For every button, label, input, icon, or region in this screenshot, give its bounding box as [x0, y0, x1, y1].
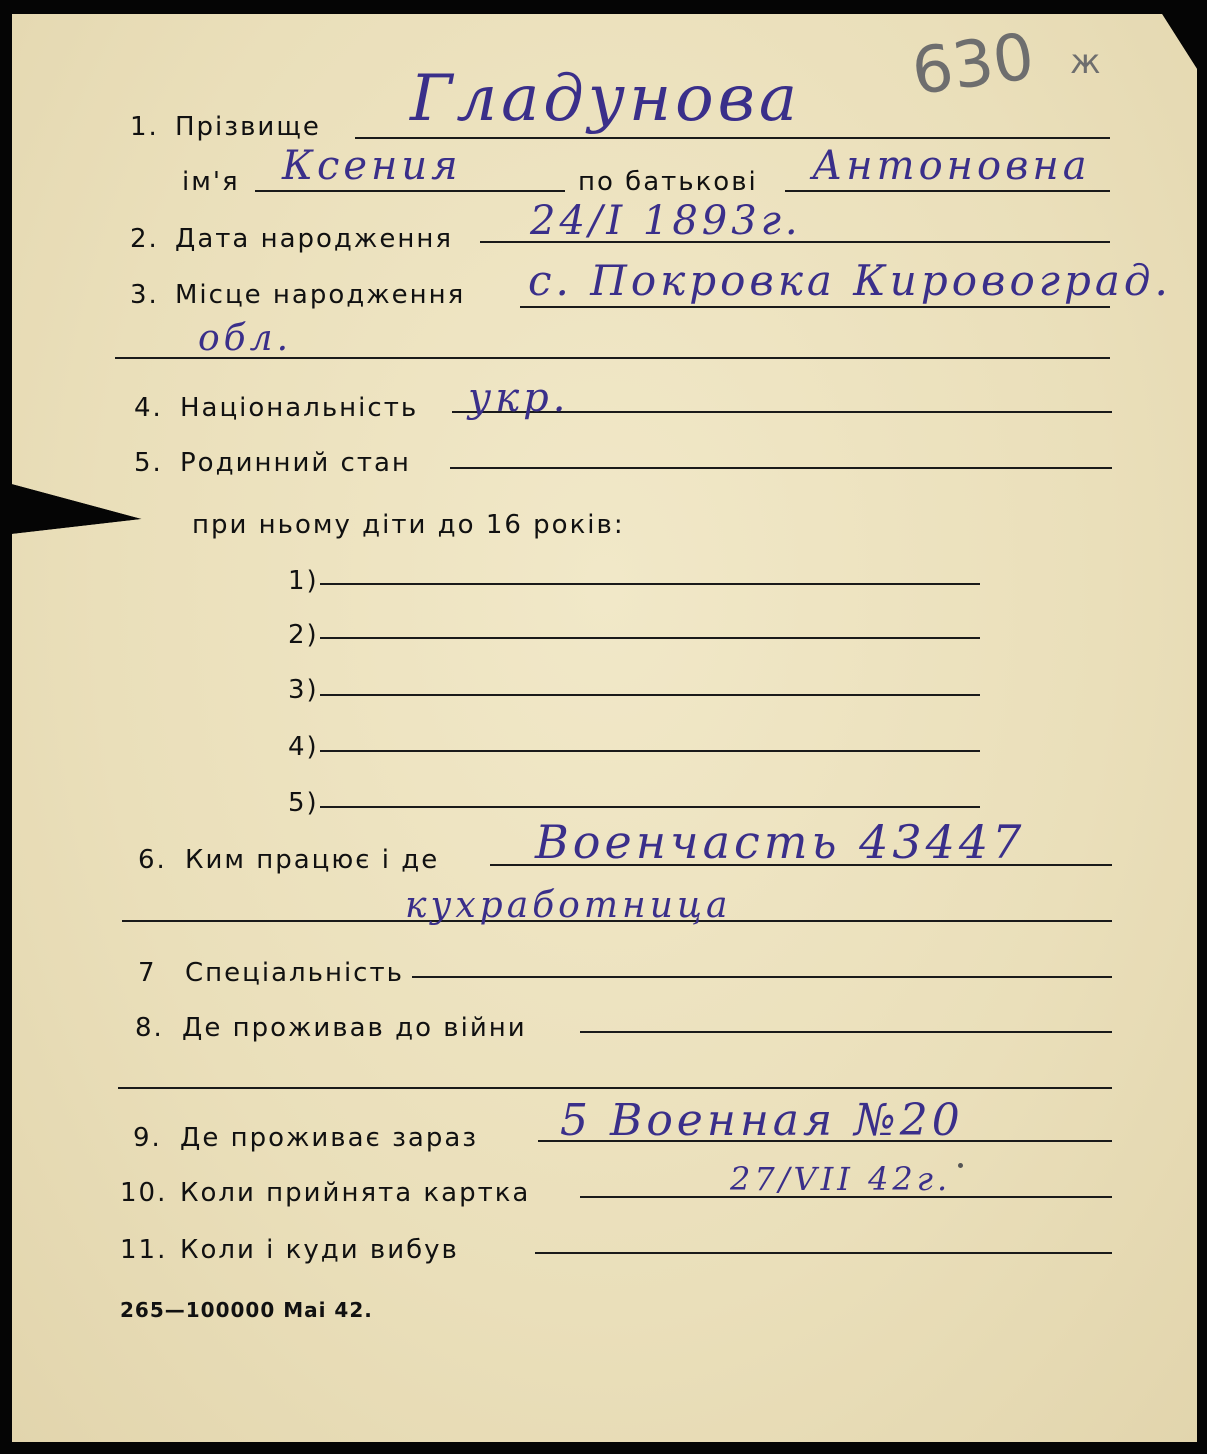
- nationality-value: укр.: [468, 375, 570, 421]
- specialty-number: 7: [138, 958, 157, 988]
- child-1-line: [320, 583, 980, 585]
- child-5-line: [320, 806, 980, 808]
- patronymic-label: по батькові: [578, 167, 758, 197]
- child-2-line: [320, 637, 980, 639]
- birth-date-value: 24/I 1893г.: [530, 198, 802, 244]
- birth-date-number: 2.: [130, 224, 159, 254]
- child-1-number: 1): [288, 566, 319, 596]
- work-label: Ким працює і де: [185, 845, 440, 875]
- surname-number: 1.: [130, 112, 159, 142]
- name-line: [255, 190, 565, 192]
- prewar-residence-number: 8.: [135, 1013, 164, 1043]
- ink-dot: [958, 1163, 963, 1168]
- specialty-line: [412, 976, 1112, 978]
- work-value: Военчасть 43447: [535, 815, 1026, 869]
- children-label: при ньому діти до 16 років:: [192, 510, 625, 540]
- birth-place-line: [520, 306, 1110, 308]
- archive-number: 630: [907, 19, 1039, 111]
- current-residence-label: Де проживає зараз: [180, 1123, 479, 1153]
- surname-line: [355, 137, 1110, 139]
- work-number: 6.: [138, 845, 167, 875]
- birth-date-label: Дата народження: [175, 224, 453, 254]
- child-4-line: [320, 750, 980, 752]
- nationality-label: Національність: [180, 393, 419, 423]
- card-accepted-value: 27/VII 42г.: [730, 1160, 952, 1198]
- name-label: ім'я: [182, 167, 240, 197]
- child-3-line: [320, 694, 980, 696]
- marital-number: 5.: [134, 448, 163, 478]
- child-2-number: 2): [288, 620, 319, 650]
- card-accepted-number: 10.: [120, 1178, 168, 1208]
- surname-label: Прізвище: [175, 112, 321, 142]
- specialty-label: Спеціальність: [185, 958, 404, 988]
- child-3-number: 3): [288, 675, 319, 705]
- print-code: 265—100000 Mai 42.: [120, 1298, 373, 1322]
- card-accepted-label: Коли прийнята картка: [180, 1178, 531, 1208]
- surname-value: Гладунова: [410, 62, 802, 136]
- child-5-number: 5): [288, 788, 319, 818]
- departed-label: Коли і куди вибув: [180, 1235, 459, 1265]
- departed-number: 11.: [120, 1235, 168, 1265]
- departed-line: [535, 1252, 1112, 1254]
- work-value-2: кухработница: [405, 885, 732, 926]
- name-value: Ксения: [282, 143, 462, 189]
- prewar-residence-label: Де проживав до війни: [182, 1013, 527, 1043]
- archive-suffix: ж: [1070, 42, 1101, 82]
- child-4-number: 4): [288, 732, 319, 762]
- current-residence-number: 9.: [133, 1123, 162, 1153]
- prewar-residence-line: [580, 1031, 1112, 1033]
- birth-place-value-2: обл.: [198, 318, 293, 359]
- patronymic-line: [785, 190, 1110, 192]
- nationality-number: 4.: [134, 393, 163, 423]
- marital-label: Родинний стан: [180, 448, 411, 478]
- birth-place-value: с. Покровка Кировоград.: [528, 256, 1172, 305]
- current-residence-value: 5 Военная №20: [560, 1095, 964, 1146]
- patronymic-value: Антоновна: [812, 143, 1091, 189]
- birth-place-number: 3.: [130, 280, 159, 310]
- birth-place-label: Місце народження: [175, 280, 466, 310]
- marital-line: [450, 467, 1112, 469]
- prewar-residence-line-2: [118, 1087, 1112, 1089]
